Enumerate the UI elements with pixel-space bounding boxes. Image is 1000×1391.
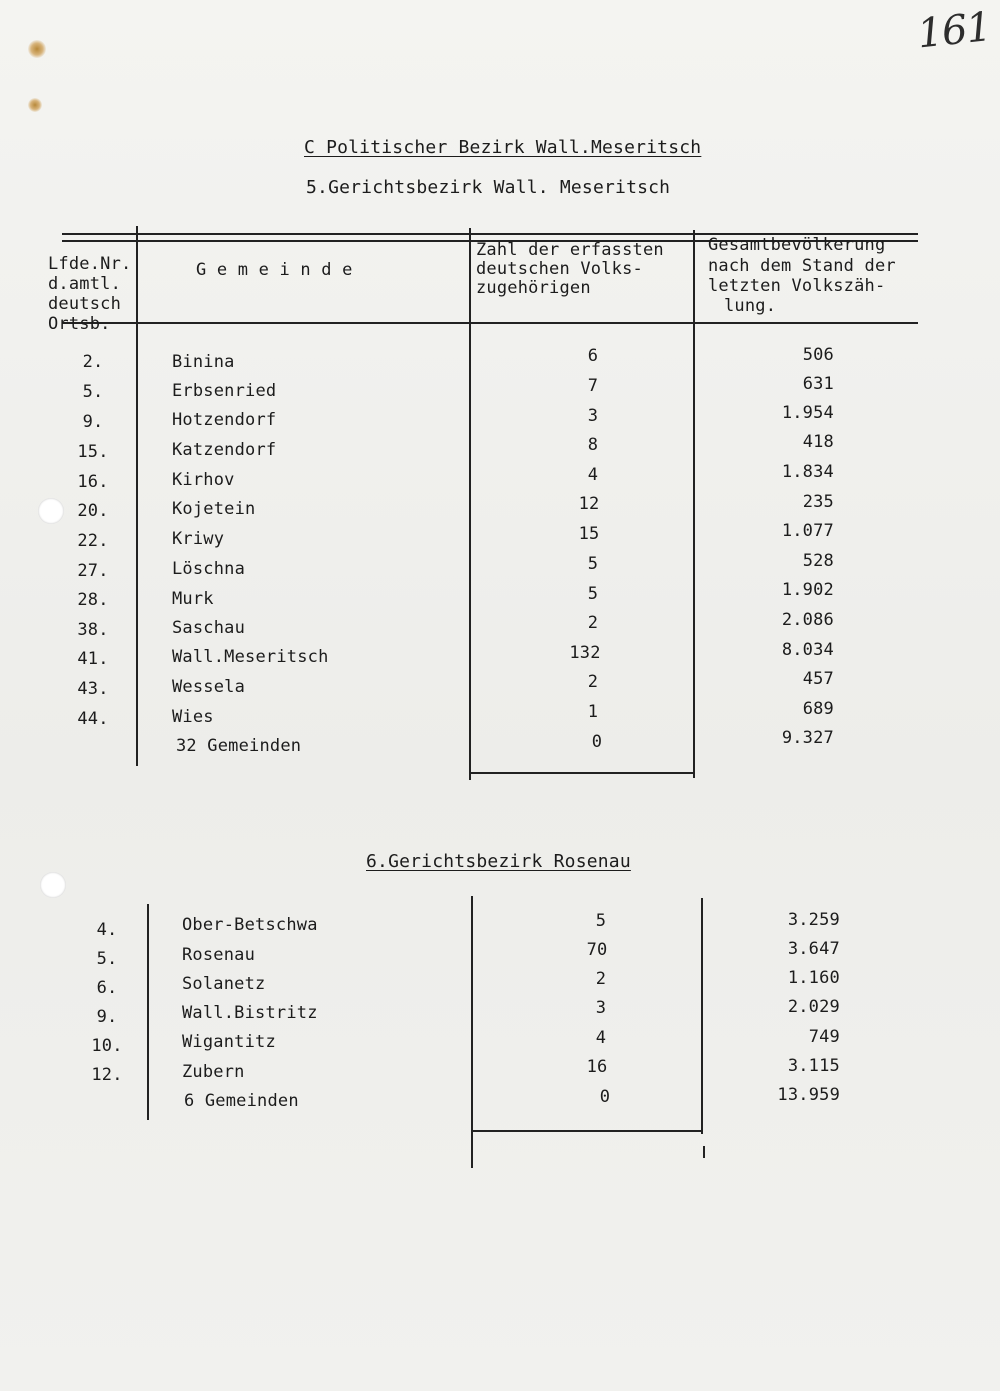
row-gesamt: 631	[802, 374, 834, 394]
row-zahl: 6	[587, 346, 599, 366]
row-gemeinde: Kojetein	[172, 499, 256, 519]
row-zahl: 70	[586, 940, 608, 960]
row-zahl: 2	[587, 672, 599, 692]
row-gesamt: 3.647	[787, 939, 840, 959]
row-gemeinde: Erbsenried	[172, 381, 277, 401]
column-header-line: Gesamtbevölkerung	[708, 235, 886, 255]
punch-hole	[38, 498, 64, 524]
row-gesamt: 1.954	[781, 403, 834, 423]
row-zahl: 2	[587, 613, 599, 633]
row-zahl: 5	[587, 554, 599, 574]
row-zahl: 3	[595, 998, 607, 1018]
row-gesamt: 2.029	[787, 997, 840, 1017]
row-nr: 38.	[77, 620, 109, 640]
column-divider	[136, 226, 138, 766]
column-divider	[693, 230, 695, 778]
row-gemeinde: Binina	[172, 352, 235, 372]
column-header-line: letzten Volkszäh-	[708, 276, 886, 296]
section-heading: 6.Gerichtsbezirk Rosenau	[366, 851, 631, 872]
row-nr: 9.	[96, 1007, 118, 1027]
row-nr: 12.	[91, 1065, 123, 1085]
row-zahl: 7	[587, 376, 599, 396]
row-gemeinde: Kriwy	[172, 529, 225, 549]
row-gemeinde: Murk	[172, 589, 214, 609]
column-header-line: deutschen Volks-	[476, 259, 643, 279]
row-zahl: 1	[587, 702, 599, 722]
table-rule	[469, 772, 695, 774]
row-nr: 6.	[96, 978, 118, 998]
row-nr: 5.	[96, 949, 118, 969]
row-nr: 5.	[82, 382, 104, 402]
row-nr: 28.	[77, 590, 109, 610]
row-gesamt: 418	[802, 432, 834, 452]
rust-stain	[28, 40, 46, 58]
row-gemeinde: Solanetz	[182, 974, 266, 994]
row-zahl: 4	[595, 1028, 607, 1048]
row-zahl: 5	[595, 911, 607, 931]
row-gemeinde: Hotzendorf	[172, 410, 277, 430]
row-gemeinde: Wessela	[172, 677, 246, 697]
table-rule	[62, 322, 918, 324]
row-gemeinde: Katzendorf	[172, 440, 277, 460]
row-gesamt: 1.834	[781, 462, 834, 482]
row-nr: 27.	[77, 561, 109, 581]
row-gesamt: 13.959	[777, 1085, 840, 1105]
column-divider	[471, 896, 473, 1168]
row-gemeinde: 6 Gemeinden	[184, 1091, 299, 1111]
row-gesamt: 1.902	[781, 580, 834, 600]
row-nr: 41.	[77, 649, 109, 669]
row-zahl: 0	[599, 1087, 611, 1107]
row-gemeinde: Rosenau	[182, 945, 256, 965]
row-zahl: 2	[595, 969, 607, 989]
column-header-line: zugehörigen	[476, 278, 591, 298]
row-gemeinde: 32 Gemeinden	[176, 736, 302, 756]
column-divider	[701, 898, 703, 1134]
row-gemeinde: Wies	[172, 707, 214, 727]
row-gemeinde: Zubern	[182, 1062, 245, 1082]
row-zahl: 0	[591, 732, 603, 752]
row-nr: 10.	[91, 1036, 123, 1056]
document-title: C Politischer Bezirk Wall.Meseritsch	[304, 137, 702, 158]
row-gesamt: 689	[802, 699, 834, 719]
punch-hole	[40, 872, 66, 898]
page-number: 161	[915, 4, 994, 58]
row-gesamt: 9.327	[781, 728, 834, 748]
row-gesamt: 2.086	[781, 610, 834, 630]
row-zahl: 4	[587, 465, 599, 485]
row-gemeinde: Kirhov	[172, 470, 235, 490]
row-zahl: 8	[587, 435, 599, 455]
row-zahl: 132	[569, 643, 601, 663]
row-gemeinde: Wall.Meseritsch	[172, 647, 329, 667]
row-gesamt: 506	[802, 345, 834, 365]
row-gesamt: 3.259	[787, 910, 840, 930]
row-nr: 43.	[77, 679, 109, 699]
column-divider	[147, 904, 149, 1120]
row-gesamt: 1.160	[787, 968, 840, 988]
row-gesamt: 8.034	[781, 640, 834, 660]
row-nr: 20.	[77, 501, 109, 521]
row-zahl: 15	[578, 524, 600, 544]
column-header-line: nach dem Stand der	[708, 256, 896, 276]
row-zahl: 12	[578, 494, 600, 514]
row-zahl: 16	[586, 1057, 608, 1077]
section-heading: 5.Gerichtsbezirk Wall. Meseritsch	[306, 177, 671, 198]
row-gesamt: 749	[808, 1027, 840, 1047]
row-nr: 16.	[77, 472, 109, 492]
row-gesamt: 235	[802, 492, 834, 512]
row-zahl: 5	[587, 584, 599, 604]
column-divider	[469, 228, 471, 780]
column-header-line: Ortsb.	[48, 314, 111, 334]
row-gesamt: 3.115	[787, 1056, 840, 1076]
row-gemeinde: Wigantitz	[182, 1032, 276, 1052]
row-gemeinde: Ober-Betschwa	[182, 915, 318, 935]
column-header-line: Lfde.Nr.	[48, 254, 132, 274]
row-nr: 44.	[77, 709, 109, 729]
column-header-gemeinde: G e m e i n d e	[196, 260, 353, 280]
column-divider	[703, 1146, 705, 1158]
rust-stain	[28, 98, 42, 112]
row-gesamt: 1.077	[781, 521, 834, 541]
row-gemeinde: Löschna	[172, 559, 246, 579]
column-header-line: Zahl der erfassten	[476, 240, 664, 260]
row-gemeinde: Wall.Bistritz	[182, 1003, 318, 1023]
table-rule	[471, 1130, 703, 1132]
row-nr: 2.	[82, 352, 104, 372]
row-zahl: 3	[587, 406, 599, 426]
row-nr: 4.	[96, 920, 118, 940]
column-header-line: d.amtl.	[48, 274, 122, 294]
column-header-line: lung.	[724, 296, 777, 316]
row-gesamt: 457	[802, 669, 834, 689]
row-nr: 9.	[82, 412, 104, 432]
row-nr: 15.	[77, 442, 109, 462]
row-nr: 22.	[77, 531, 109, 551]
column-header-line: deutsch	[48, 294, 122, 314]
row-gesamt: 528	[802, 551, 834, 571]
row-gemeinde: Saschau	[172, 618, 246, 638]
